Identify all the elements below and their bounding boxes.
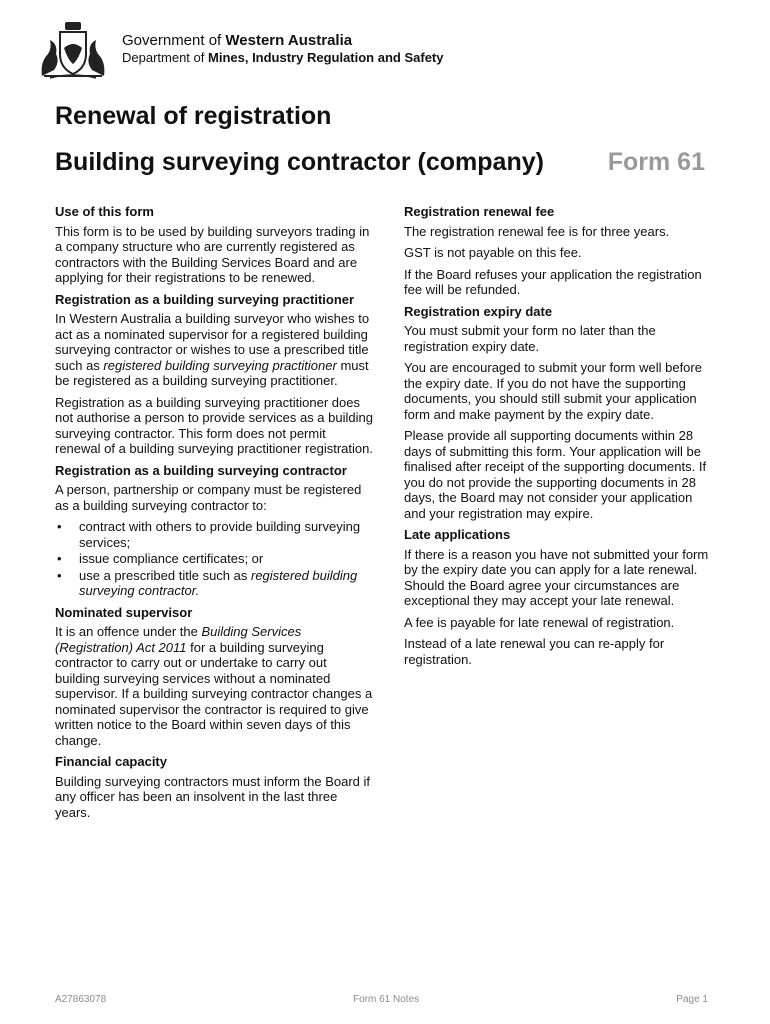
gov-name: Western Australia xyxy=(225,32,353,49)
act-name-emphasis: Building Services (Registration) Act 2011 xyxy=(55,624,302,655)
nominated-text-b: for a building surveying contractor to carry out or undertake to carry out building surveying services without a nominated supervisor. If a building surveying contractor changes a nominated supervisor the contractor is required to give written notice to the Board within seven days of this change. xyxy=(55,639,373,748)
list-item-text: use a prescribed title such as xyxy=(79,567,251,583)
practitioner-heading: Registration as a building surveying practitioner xyxy=(55,291,355,307)
bullet-icon: • xyxy=(57,519,62,534)
late-text-2: A fee is payable for late renewal of registration. xyxy=(404,614,675,630)
contractor-intro: A person, partnership or company must be registered as a building surveying contractor to: xyxy=(55,482,362,513)
list-item-text: contract with others to provide building surveying services; xyxy=(79,519,361,550)
financial-heading: Financial capacity xyxy=(55,754,167,769)
late-text-3: Instead of a late renewal you can re-apply for registration. xyxy=(404,636,665,667)
late-text-1: If there is a reason you have not submitted your form by the expiry date you can apply for a late renewal. Should the Board agree your circumstances are exceptional they may accept your late renewal. xyxy=(404,546,709,608)
page-title: Renewal of registration xyxy=(55,102,332,130)
list-item xyxy=(55,568,373,599)
fee-heading: Registration renewal fee xyxy=(404,204,555,219)
practitioner-paragraph-1 xyxy=(55,311,373,389)
nominated-text xyxy=(55,624,373,748)
list-item xyxy=(55,519,373,550)
list-item-text: issue compliance certificates; or xyxy=(79,551,264,566)
left-column xyxy=(55,204,373,826)
nominated-heading: Nominated supervisor xyxy=(55,604,193,620)
fee-text-2: GST is not payable on this fee. xyxy=(404,245,582,260)
list-item xyxy=(55,551,373,567)
bullet-icon: • xyxy=(57,551,62,566)
expiry-text-3: Please provide all supporting documents within 28 days of submitting this form. Your application will be finalised after receipt of the supporting documents. If you do not provide the supporting documents in 28 days, the Board may not consider your application and your registration may expire. xyxy=(404,428,707,521)
practitioner-paragraph-2: Registration as a building surveying practitioner does not authorise a person to provide services as a building surveying contractor. This form does not permit renewal of a building surveying practitioner registration. xyxy=(55,394,373,456)
form-number: Form 61 xyxy=(607,148,705,176)
practitioner-title-emphasis: registered building surveying practitioner xyxy=(103,357,337,373)
use-text: This form is to be used by building surveyors trading in a company structure who are currently registered as contractors with the Building Services Board and are applying for their registrations to be renewed. xyxy=(55,223,370,285)
government-name xyxy=(122,32,352,50)
financial-text: Building surveying contractors must inform the Board if any officer has been an insolvent in the last three years. xyxy=(55,773,371,820)
list-item-emphasis: registered building surveying contractor. xyxy=(79,567,358,598)
dept-name: Mines, Industry Regulation and Safety xyxy=(208,50,444,65)
contractor-list xyxy=(55,519,373,599)
page-number: Page 1 xyxy=(676,994,708,1005)
expiry-heading: Registration expiry date xyxy=(404,303,553,319)
wa-coat-of-arms-logo xyxy=(38,18,108,80)
department-name xyxy=(122,50,443,66)
gov-prefix: Government of xyxy=(122,32,222,49)
bullet-icon: • xyxy=(57,567,62,583)
expiry-text-1: You must submit your form no later than the registration expiry date. xyxy=(404,323,656,354)
practitioner-text-b: must be registered as a building surveying practitioner. xyxy=(55,357,369,388)
fee-text-1: The registration renewal fee is for three years. xyxy=(404,223,670,239)
footer-title: Form 61 Notes xyxy=(353,994,420,1005)
practitioner-text-a: In Western Australia a building surveyor who wishes to act as a nominated supervisor for a registered building surveying contractor or wishes to use a prescribed title such as xyxy=(55,311,370,373)
expiry-text-2: You are encouraged to submit your form well before the expiry date. If you do not have the supporting documents, you should still submit your application form and make payment by the expiry date. xyxy=(404,360,702,422)
contractor-heading: Registration as a building surveying contractor xyxy=(55,462,347,478)
nominated-text-a: It is an offence under the xyxy=(55,624,202,639)
right-column xyxy=(404,204,716,673)
dept-prefix: Department of xyxy=(122,50,205,65)
use-heading: Use of this form xyxy=(55,204,154,219)
fee-text-3: If the Board refuses your application the registration fee will be refunded. xyxy=(404,266,702,297)
page-subtitle: Building surveying contractor (company) xyxy=(55,148,544,176)
late-heading: Late applications xyxy=(404,527,511,542)
document-id: A27863078 xyxy=(55,994,107,1005)
